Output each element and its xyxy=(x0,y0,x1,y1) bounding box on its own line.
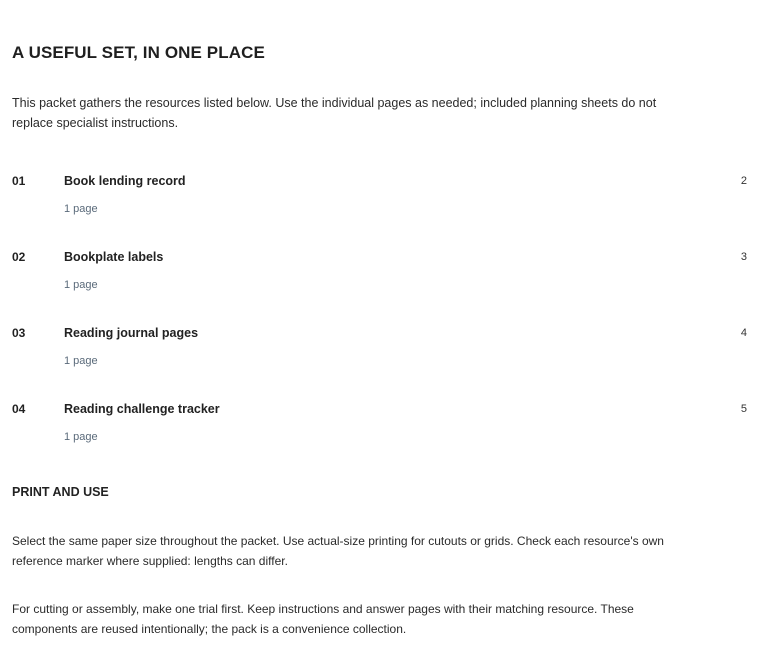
item-page-count: 1 page xyxy=(64,355,98,367)
item-number: 03 xyxy=(12,326,26,340)
item-page-count: 1 page xyxy=(64,203,98,215)
intro-text: This packet gathers the resources listed below. Use the individual pages as needed; included planning sheets do not replace specialist instructions. xyxy=(12,96,657,130)
print-and-use-heading: PRINT AND USE xyxy=(12,485,109,499)
contents-item-reading-journal-pages xyxy=(12,326,748,376)
item-title: Reading challenge tracker xyxy=(64,402,220,416)
contents-item-bookplate-labels xyxy=(12,250,748,300)
item-page-number: 2 xyxy=(740,175,747,187)
item-page-number: 3 xyxy=(740,251,747,263)
item-title: Bookplate labels xyxy=(64,250,164,264)
item-title: Book lending record xyxy=(64,174,186,188)
item-page-count: 1 page xyxy=(64,279,98,291)
item-number: 04 xyxy=(12,402,26,416)
item-page-number: 5 xyxy=(740,403,747,415)
item-title: Reading journal pages xyxy=(64,326,199,340)
print-instructions-paragraph: Select the same paper size throughout the packet. Use actual-size printing for cutouts or grids. Check each resource's own reference marker where supplied: lengths can differ. xyxy=(12,534,664,568)
contents-item-book-lending-record xyxy=(12,174,748,224)
page-title: A USEFUL SET, IN ONE PLACE xyxy=(12,43,265,62)
contents-item-reading-challenge-tracker xyxy=(12,402,748,452)
item-page-number: 4 xyxy=(740,327,747,339)
item-page-count: 1 page xyxy=(64,431,98,443)
item-number: 01 xyxy=(12,174,26,188)
assembly-instructions-paragraph: For cutting or assembly, make one trial first. Keep instructions and answer pages with their matching resource. These components are reused intentionally; the pack is a convenience collection. xyxy=(12,602,634,636)
item-number: 02 xyxy=(12,250,26,264)
